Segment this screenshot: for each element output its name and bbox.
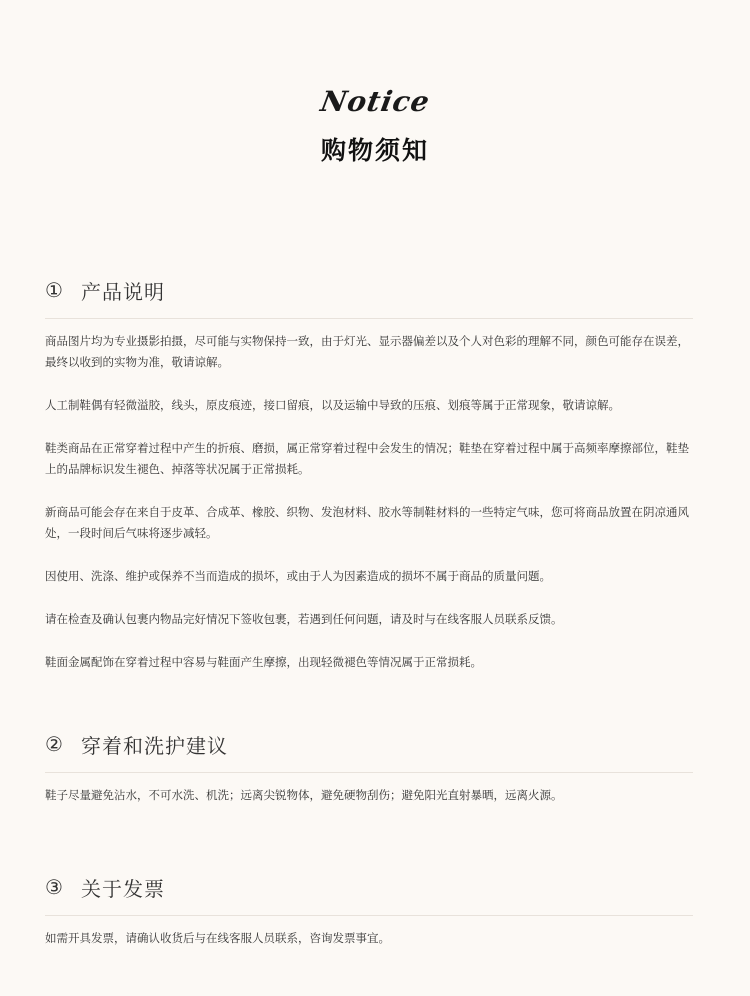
- section-wear-care: [45, 724, 693, 806]
- section-number: ②: [45, 732, 63, 756]
- notice-header: [0, 82, 750, 170]
- section-heading: [45, 867, 693, 916]
- section-invoice: [45, 867, 693, 949]
- section-heading: [45, 270, 693, 319]
- section-title: 产品说明: [81, 279, 165, 304]
- paragraph: 鞋面金属配饰在穿着过程中容易与鞋面产生摩擦，出现轻微褪色等情况属于正常损耗。: [45, 655, 482, 669]
- section-product-description: [45, 270, 693, 673]
- paragraph: 如需开具发票，请确认收货后与在线客服人员联系，咨询发票事宜。: [45, 931, 390, 945]
- paragraph: 商品图片均为专业摄影拍摄，尽可能与实物保持一致，由于灯光、显示器偏差以及个人对色彩的理解不同，颜色可能存在误差，最终以收到的实物为准，敬请谅解。: [45, 334, 689, 369]
- section-body: [45, 331, 693, 673]
- section-title: 关于发票: [81, 876, 165, 901]
- paragraph: 鞋子尽量避免沾水，不可水洗、机洗；远离尖锐物体，避免硬物刮伤；避免阳光直射暴晒，远离火源。: [45, 788, 563, 802]
- section-number: ③: [45, 875, 63, 899]
- notice-script-title: Notice: [317, 85, 433, 118]
- section-heading: [45, 724, 693, 773]
- section-title: 穿着和洗护建议: [81, 733, 228, 758]
- paragraph: 因使用、洗涤、维护或保养不当而造成的损坏，或由于人为因素造成的损坏不属于商品的质量问题。: [45, 569, 551, 583]
- paragraph: 鞋类商品在正常穿着过程中产生的折痕、磨损，属正常穿着过程中会发生的情况；鞋垫在穿着过程中属于高频率摩擦部位，鞋垫上的品牌标识发生褪色、掉落等状况属于正常损耗。: [45, 441, 689, 476]
- section-number: ①: [45, 278, 63, 302]
- section-body: [45, 928, 693, 949]
- paragraph: 人工制鞋偶有轻微溢胶，线头，原皮痕迹，接口留痕，以及运输中导致的压痕、划痕等属于正常现象，敬请谅解。: [45, 398, 620, 412]
- page-title: 购物须知: [320, 136, 429, 165]
- paragraph: 请在检查及确认包裹内物品完好情况下签收包裹，若遇到任何问题，请及时与在线客服人员联系反馈。: [45, 612, 563, 626]
- section-body: [45, 785, 693, 806]
- paragraph: 新商品可能会存在来自于皮革、合成革、橡胶、织物、发泡材料、胶水等制鞋材料的一些特定气味，您可将商品放置在阴凉通风处，一段时间后气味将逐步减轻。: [45, 505, 689, 540]
